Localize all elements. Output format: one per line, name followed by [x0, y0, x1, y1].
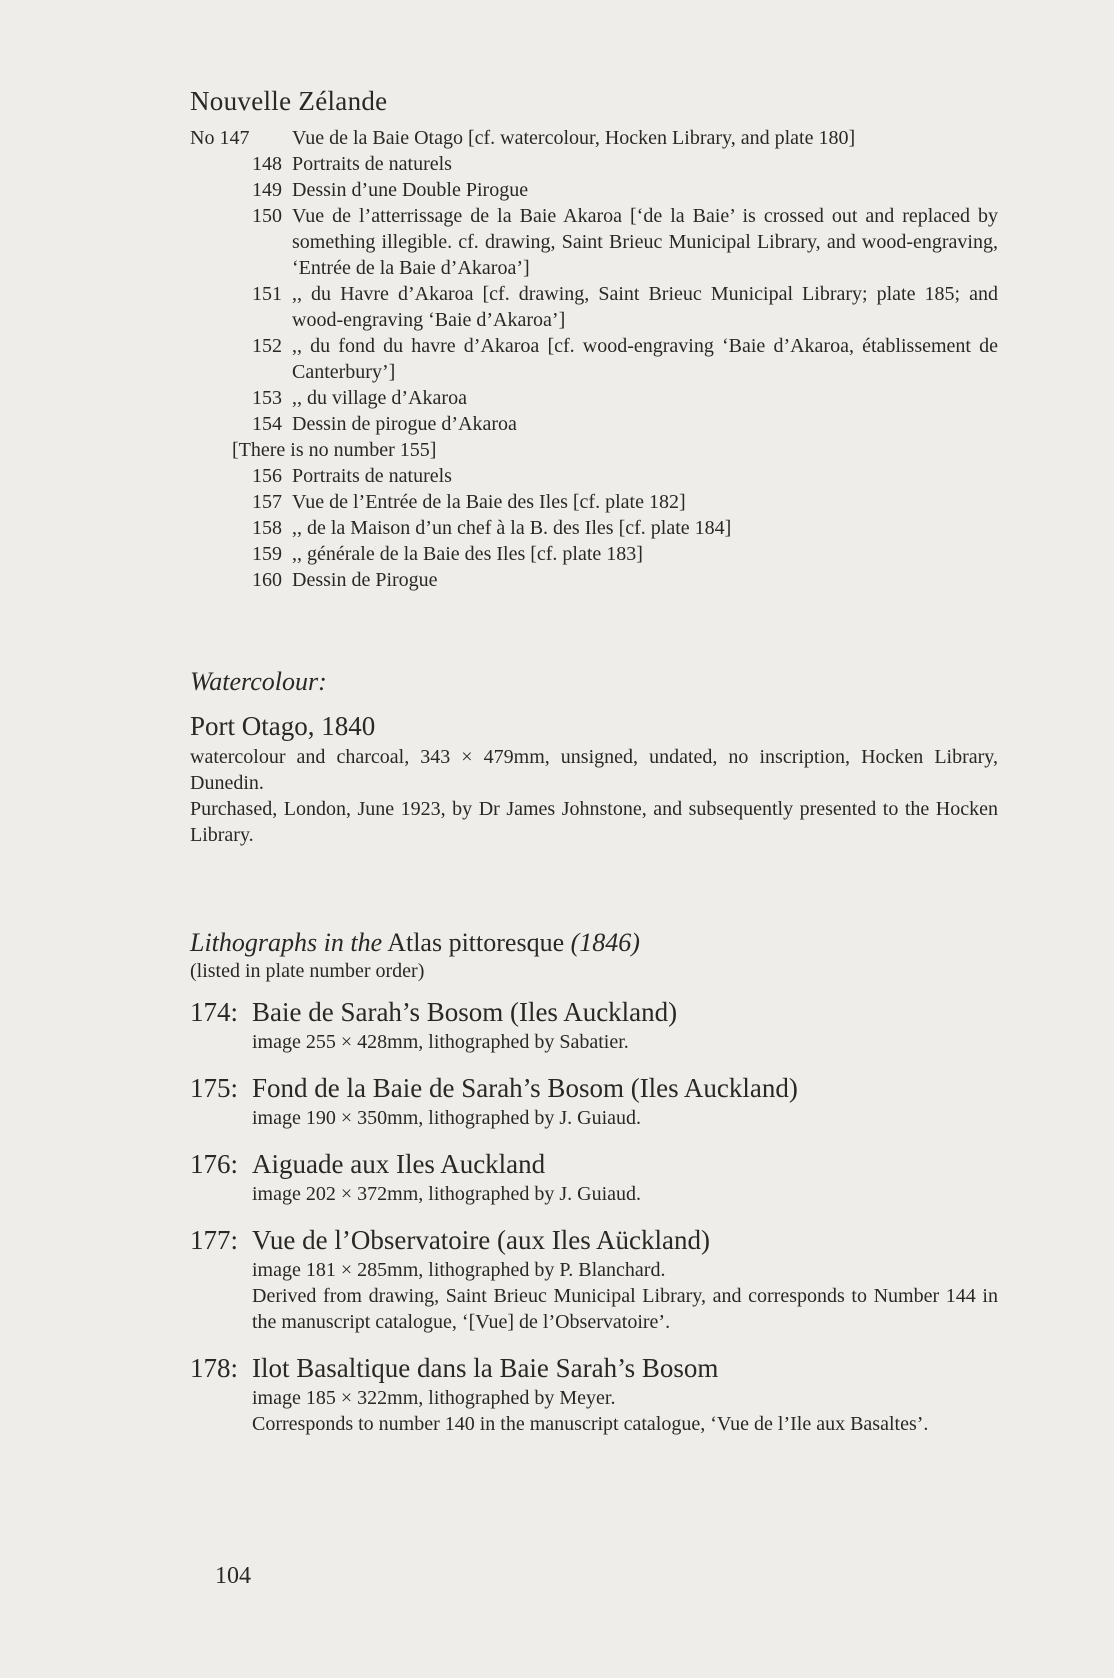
entry-number: 156: [252, 465, 282, 487]
catalogue-entry: [190, 541, 998, 567]
catalogue-entry: [190, 489, 998, 515]
catalogue-entry: [190, 151, 998, 177]
page-number: 104: [215, 1563, 251, 1589]
entry-number: 151: [252, 283, 282, 305]
entry-text: ,, du village d’Akaroa: [292, 387, 467, 409]
catalogue-entry: [190, 385, 998, 411]
plate-details: [190, 1257, 998, 1335]
plate-number: 178:: [190, 1353, 239, 1383]
plate-detail-line: image 255 × 428mm, lithographed by Sabatier.: [252, 1031, 629, 1053]
plate-title: Baie de Sarah’s Bosom (Iles Auckland): [252, 997, 678, 1027]
plate-number: 175:: [190, 1073, 239, 1103]
watercolour-title: Port Otago, 1840: [190, 711, 376, 741]
plates-list: [190, 995, 998, 1437]
entry-number: 153: [252, 387, 282, 409]
watercolour-description: [190, 744, 998, 848]
catalogue-entry: [190, 177, 998, 203]
entry-text: Dessin de Pirogue: [292, 569, 438, 591]
plate-detail-line: image 190 × 350mm, lithographed by J. Guiaud.: [252, 1107, 642, 1129]
catalogue-entry: [190, 515, 998, 541]
content: [190, 86, 998, 1437]
entry-text: Vue de la Baie Otago [cf. watercolour, Hocken Library, and plate 180]: [292, 127, 856, 149]
plate-detail-line: Corresponds to number 140 in the manuscript catalogue, ‘Vue de l’Ile aux Basaltes’.: [252, 1413, 929, 1435]
watercolour-line: Purchased, London, June 1923, by Dr James Johnstone, and subsequently presented to the Hocken Library.: [190, 798, 998, 846]
plate-entry: [190, 1071, 998, 1131]
plate-entry: [190, 1351, 998, 1437]
catalogue-list: [190, 125, 998, 593]
catalogue-entry: [190, 463, 998, 489]
entry-number: 149: [252, 179, 282, 201]
heading-atlas: Atlas pittoresque: [382, 928, 571, 957]
plate-entry: [190, 1147, 998, 1207]
plate-title: Ilot Basaltique dans la Baie Sarah’s Bosom: [252, 1353, 719, 1383]
entry-text: Vue de l’atterrissage de la Baie Akaroa [‘de la Baie’ is crossed out and replaced by something illegible. cf. drawing, Saint Brieuc Municipal Library, and wood-engraving, ‘Entrée de la Baie d’Akaroa’]: [292, 205, 998, 279]
watercolour-heading: Watercolour:: [190, 667, 327, 696]
plate-number: 174:: [190, 997, 239, 1027]
entry-text: Portraits de naturels: [292, 153, 452, 175]
entry-number: 159: [252, 543, 282, 565]
plate-entry: [190, 995, 998, 1055]
catalogue-note: [190, 437, 998, 463]
entry-number: 157: [252, 491, 282, 513]
plate-detail-line: image 202 × 372mm, lithographed by J. Guiaud.: [252, 1183, 642, 1205]
note-text: [There is no number 155]: [232, 439, 437, 461]
catalogue-entry: [190, 333, 998, 385]
heading-year: (1846): [570, 928, 640, 957]
plate-title: Vue de l’Observatoire (aux Iles Aückland): [252, 1225, 710, 1255]
plate-details: [190, 1105, 998, 1131]
catalogue-entry: [190, 411, 998, 437]
plate-entry: [190, 1223, 998, 1335]
entry-text: Dessin d’une Double Pirogue: [292, 179, 529, 201]
entry-text: ,, du fond du havre d’Akaroa [cf. wood-engraving ‘Baie d’Akaroa, établissement de Canterbury’]: [292, 335, 998, 383]
plate-detail-line: image 181 × 285mm, lithographed by P. Blanchard.: [252, 1259, 666, 1281]
entry-text: ,, générale de la Baie des Iles [cf. plate 183]: [292, 543, 643, 565]
entry-number: 160: [252, 569, 282, 591]
catalogue-entry: [190, 281, 998, 333]
entry-text: Dessin de pirogue d’Akaroa: [292, 413, 517, 435]
plate-number: 177:: [190, 1225, 239, 1255]
entry-number: 158: [252, 517, 282, 539]
lithographs-subheading: (listed in plate number order): [190, 960, 425, 982]
plate-title: Aiguade aux Iles Auckland: [252, 1149, 546, 1179]
entry-text: Portraits de naturels: [292, 465, 452, 487]
plate-details: [190, 1385, 998, 1437]
catalogue-entry: [190, 203, 998, 281]
plate-number: 176:: [190, 1149, 239, 1179]
entry-text: ,, du Havre d’Akaroa [cf. drawing, Saint Brieuc Municipal Library; plate 185; and wood-engraving ‘Baie d’Akaroa’]: [292, 283, 998, 331]
lithographs-heading: [190, 928, 998, 958]
entry-text: Vue de l’Entrée de la Baie des Iles [cf. plate 182]: [292, 491, 686, 513]
entry-number: 154: [252, 413, 282, 435]
plate-details: [190, 1029, 998, 1055]
catalogue-entry: [190, 567, 998, 593]
entry-number: No 147: [190, 127, 250, 149]
catalogue-entry: [190, 125, 998, 151]
plate-title: Fond de la Baie de Sarah’s Bosom (Iles Auckland): [252, 1073, 798, 1103]
plate-detail-line: image 185 × 322mm, lithographed by Meyer.: [252, 1387, 616, 1409]
entry-number: 148: [252, 153, 282, 175]
plate-detail-line: Derived from drawing, Saint Brieuc Municipal Library, and corresponds to Number 144 in the manuscript catalogue, ‘[Vue] de l’Observatoire’.: [252, 1285, 998, 1333]
section-title: Nouvelle Zélande: [190, 86, 388, 116]
heading-italic: Lithographs in the: [190, 928, 383, 957]
entry-text: ,, de la Maison d’un chef à la B. des Iles [cf. plate 184]: [292, 517, 732, 539]
entry-number: 150: [252, 205, 282, 227]
watercolour-line: watercolour and charcoal, 343 × 479mm, unsigned, undated, no inscription, Hocken Library, Dunedin.: [190, 746, 998, 794]
entry-number: 152: [252, 335, 282, 357]
plate-details: [190, 1181, 998, 1207]
